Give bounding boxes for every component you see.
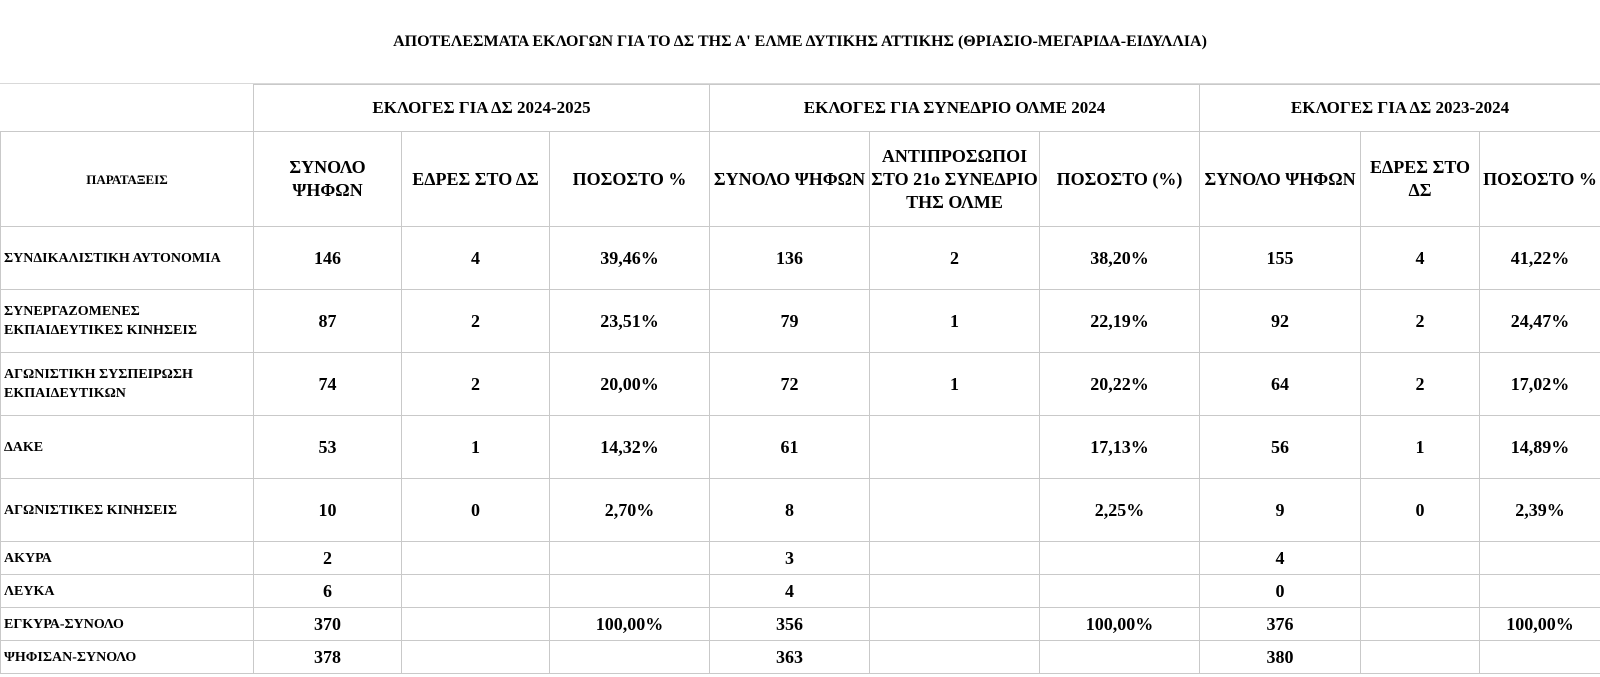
value-cell: 72 — [710, 353, 870, 416]
value-cell: 363 — [710, 641, 870, 674]
group-header-ds-2023-2024: ΕΚΛΟΓΕΣ ΓΙΑ ΔΣ 2023-2024 — [1200, 85, 1600, 132]
value-cell: 1 — [1361, 416, 1480, 479]
value-cell: 100,00% — [1480, 608, 1600, 641]
value-cell: 378 — [254, 641, 402, 674]
table-row — [1, 641, 1600, 674]
value-cell: 1 — [402, 416, 550, 479]
value-cell: 14,32% — [550, 416, 710, 479]
table-row — [1, 416, 1600, 479]
value-cell: 370 — [254, 608, 402, 641]
value-cell — [550, 575, 710, 608]
value-cell: 41,22% — [1480, 227, 1600, 290]
value-cell: 39,46% — [550, 227, 710, 290]
page-title: ΑΠΟΤΕΛΕΣΜΑΤΑ ΕΚΛΟΓΩΝ ΓΙΑ ΤΟ ΔΣ ΤΗΣ Α' ΕΛΜΕ ΔΥΤΙΚΗΣ ΑΤΤΙΚΗΣ (ΘΡΙΑΣΙΟ-ΜΕΓΑΡΙΔΑ-ΕΙΔΥΛΛΙΑ) — [0, 0, 1600, 84]
value-cell: 4 — [710, 575, 870, 608]
col-header-percent: ΠΟΣΟΣΤΟ % — [1480, 132, 1600, 227]
col-header-votes: ΣΥΝΟΛΟ ΨΗΦΩΝ — [254, 132, 402, 227]
value-cell: 87 — [254, 290, 402, 353]
col-header-party: ΠΑΡΑΤΑΞΕΙΣ — [1, 132, 254, 227]
value-cell: 2 — [1361, 290, 1480, 353]
value-cell: 0 — [1361, 479, 1480, 542]
group-header-olme-2024: ΕΚΛΟΓΕΣ ΓΙΑ ΣΥΝΕΔΡΙΟ ΟΛΜΕ 2024 — [710, 85, 1200, 132]
value-cell: 9 — [1200, 479, 1361, 542]
value-cell: 146 — [254, 227, 402, 290]
table-row — [1, 290, 1600, 353]
value-cell: 23,51% — [550, 290, 710, 353]
value-cell: 2 — [402, 290, 550, 353]
value-cell: 4 — [1361, 227, 1480, 290]
value-cell — [1040, 542, 1200, 575]
value-cell: 1 — [870, 290, 1040, 353]
value-cell: 14,89% — [1480, 416, 1600, 479]
value-cell — [1480, 641, 1600, 674]
value-cell — [1480, 542, 1600, 575]
value-cell: 0 — [1200, 575, 1361, 608]
value-cell: 2 — [402, 353, 550, 416]
col-header-percent: ΠΟΣΟΣΤΟ % — [550, 132, 710, 227]
party-name-cell: ΕΓΚΥΡΑ-ΣΥΝΟΛΟ — [1, 608, 254, 641]
group-header-ds-2024-2025: ΕΚΛΟΓΕΣ ΓΙΑ ΔΣ 2024-2025 — [254, 85, 710, 132]
value-cell — [402, 641, 550, 674]
column-header-row — [1, 132, 1600, 227]
value-cell — [870, 542, 1040, 575]
value-cell: 100,00% — [1040, 608, 1200, 641]
value-cell — [1040, 641, 1200, 674]
value-cell: 56 — [1200, 416, 1361, 479]
value-cell: 17,13% — [1040, 416, 1200, 479]
value-cell: 2 — [1361, 353, 1480, 416]
value-cell — [1361, 641, 1480, 674]
value-cell: 376 — [1200, 608, 1361, 641]
party-name-cell: ΨΗΦΙΣΑΝ-ΣΥΝΟΛΟ — [1, 641, 254, 674]
party-name-cell: ΣΥΝΔΙΚΑΛΙΣΤΙΚΗ ΑΥΤΟΝΟΜΙΑ — [1, 227, 254, 290]
value-cell: 92 — [1200, 290, 1361, 353]
table-row — [1, 575, 1600, 608]
value-cell: 17,02% — [1480, 353, 1600, 416]
value-cell — [402, 608, 550, 641]
value-cell — [870, 575, 1040, 608]
value-cell: 0 — [402, 479, 550, 542]
party-name-cell: ΑΓΩΝΙΣΤΙΚΕΣ ΚΙΝΗΣΕΙΣ — [1, 479, 254, 542]
value-cell — [870, 479, 1040, 542]
value-cell: 1 — [870, 353, 1040, 416]
value-cell: 4 — [1200, 542, 1361, 575]
party-name-cell: ΣΥΝΕΡΓΑΖΟΜΕΝΕΣ ΕΚΠΑΙΔΕΥΤΙΚΕΣ ΚΙΝΗΣΕΙΣ — [1, 290, 254, 353]
value-cell: 380 — [1200, 641, 1361, 674]
col-header-seats: ΕΔΡΕΣ ΣΤΟ ΔΣ — [402, 132, 550, 227]
value-cell: 74 — [254, 353, 402, 416]
party-name-cell: ΔΑΚΕ — [1, 416, 254, 479]
value-cell: 100,00% — [550, 608, 710, 641]
value-cell — [870, 641, 1040, 674]
value-cell: 2,70% — [550, 479, 710, 542]
value-cell: 61 — [710, 416, 870, 479]
value-cell: 2,25% — [1040, 479, 1200, 542]
value-cell: 64 — [1200, 353, 1361, 416]
value-cell — [402, 542, 550, 575]
value-cell — [1361, 575, 1480, 608]
value-cell: 53 — [254, 416, 402, 479]
value-cell — [1361, 542, 1480, 575]
value-cell — [550, 542, 710, 575]
col-header-percent: ΠΟΣΟΣΤΟ (%) — [1040, 132, 1200, 227]
value-cell — [1040, 575, 1200, 608]
value-cell: 10 — [254, 479, 402, 542]
table-row — [1, 479, 1600, 542]
value-cell — [870, 416, 1040, 479]
value-cell — [402, 575, 550, 608]
party-name-cell: ΑΚΥΡΑ — [1, 542, 254, 575]
table-row — [1, 542, 1600, 575]
table-row — [1, 608, 1600, 641]
value-cell: 2,39% — [1480, 479, 1600, 542]
value-cell: 24,47% — [1480, 290, 1600, 353]
value-cell: 38,20% — [1040, 227, 1200, 290]
value-cell: 6 — [254, 575, 402, 608]
value-cell: 22,19% — [1040, 290, 1200, 353]
table-row — [1, 227, 1600, 290]
value-cell: 136 — [710, 227, 870, 290]
col-header-seats: ΕΔΡΕΣ ΣΤΟ ΔΣ — [1361, 132, 1480, 227]
value-cell — [1480, 575, 1600, 608]
party-name-cell: ΑΓΩΝΙΣΤΙΚΗ ΣΥΣΠΕΙΡΩΣΗ ΕΚΠΑΙΔΕΥΤΙΚΩΝ — [1, 353, 254, 416]
value-cell: 20,22% — [1040, 353, 1200, 416]
table-row — [1, 353, 1600, 416]
value-cell: 79 — [710, 290, 870, 353]
value-cell — [870, 608, 1040, 641]
value-cell: 2 — [870, 227, 1040, 290]
party-name-cell: ΛΕΥΚΑ — [1, 575, 254, 608]
value-cell — [550, 641, 710, 674]
value-cell — [1361, 608, 1480, 641]
value-cell: 2 — [254, 542, 402, 575]
value-cell: 4 — [402, 227, 550, 290]
value-cell: 356 — [710, 608, 870, 641]
table-body — [1, 227, 1600, 674]
value-cell: 3 — [710, 542, 870, 575]
value-cell: 20,00% — [550, 353, 710, 416]
value-cell: 155 — [1200, 227, 1361, 290]
blank-corner — [1, 85, 254, 132]
col-header-votes: ΣΥΝΟΛΟ ΨΗΦΩΝ — [1200, 132, 1361, 227]
col-header-representatives: ΑΝΤΙΠΡΟΣΩΠΟΙ ΣΤΟ 21ο ΣΥΝΕΔΡΙΟ ΤΗΣ ΟΛΜΕ — [870, 132, 1040, 227]
group-header-row — [1, 85, 1600, 132]
value-cell: 8 — [710, 479, 870, 542]
col-header-votes: ΣΥΝΟΛΟ ΨΗΦΩΝ — [710, 132, 870, 227]
results-table — [0, 84, 1600, 674]
